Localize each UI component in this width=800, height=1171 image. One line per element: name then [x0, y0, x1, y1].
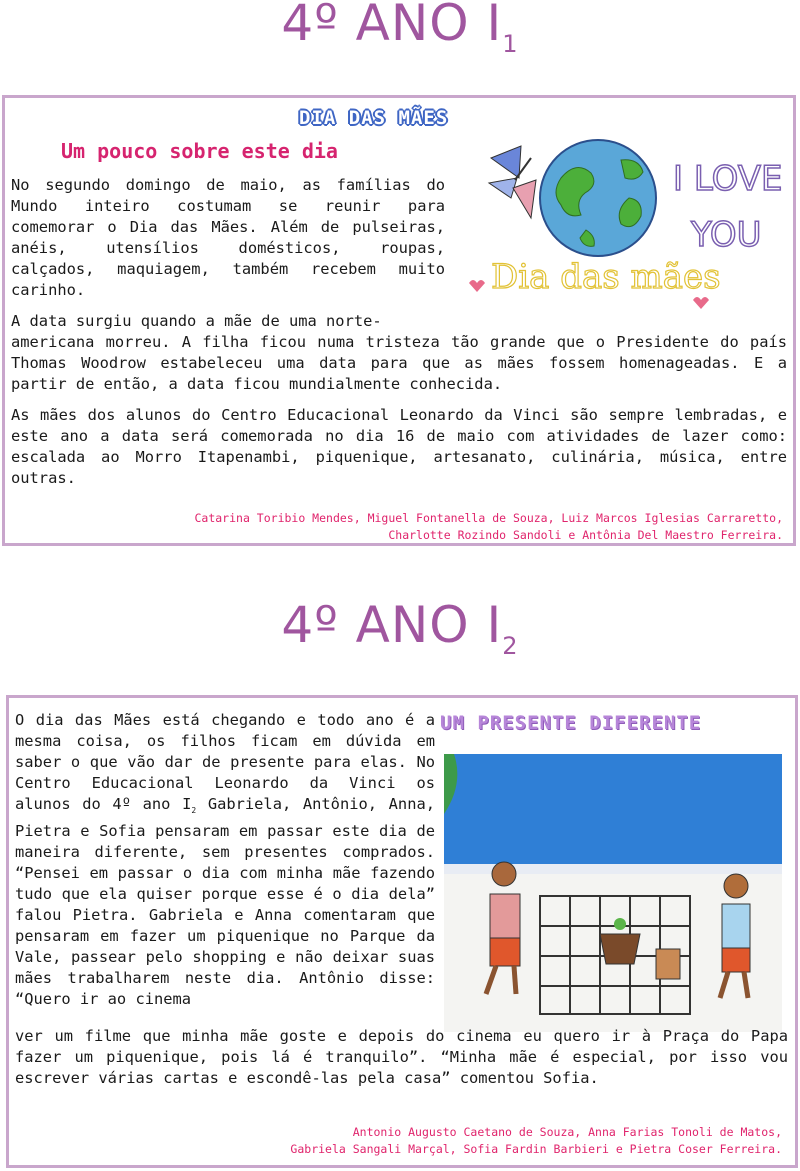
- credits: [23, 510, 783, 544]
- butterfly-icon: [489, 146, 536, 218]
- earth-drawing-icon: [461, 138, 791, 310]
- picnic-drawing-icon: [444, 754, 782, 1032]
- paragraph-1: No segundo domingo de maio, as famílias do Mundo inteiro costumam se reunir para comemorar o Dia das Mães. Além de pulseiras, anéis, utensílios domésticos, roupas, calçados, maquiagem, também recebem muito carinho.: [11, 176, 445, 299]
- article-title: UM PRESENTE DIFERENTE: [440, 712, 702, 734]
- class-title-subscript: 1: [502, 30, 519, 58]
- class-title-4-ano-i1: [0, 0, 800, 58]
- credit-line-2: Charlotte Rozindo Sandoli e Antônia Del Maestro Ferreira.: [388, 528, 783, 542]
- paragraph-wide: ver um filme que minha mãe goste e depois do cinema eu quero ir à Praça do Papa fazer um piquenique, pois lá é tranquilo”. “Minha mãe é especial, por isso vou escrever várias cartas e escondê-las pela casa” comentou Sofia.: [15, 1027, 788, 1087]
- paragraph-3: As mães dos alunos do Centro Educacional Leonardo da Vinci são sempre lembradas, e este ano a data será comemorada no dia 16 de maio com atividades de lazer como: escalada ao Morro Itapenambi, piquenique, artesanato, culinária, música, entre outras.: [11, 406, 787, 487]
- class-title-4-ano-i2: [0, 596, 800, 660]
- article-box-dia-das-maes: [2, 95, 796, 546]
- paragraph-main: [15, 710, 435, 1010]
- credit-line-1: Antonio Augusto Caetano de Souza, Anna Farias Tonoli de Matos,: [352, 1125, 782, 1139]
- class-title-text: 4º ANO I: [281, 596, 503, 654]
- you-label: YOU: [691, 215, 762, 255]
- dia-das-maes-caption: Dia das mães: [491, 257, 721, 297]
- class-title-subscript: 2: [502, 632, 519, 660]
- article-title: DIA DAS MÃES: [299, 107, 449, 129]
- credits: [22, 1124, 782, 1158]
- article-subtitle: Um pouco sobre este dia: [61, 139, 338, 163]
- paragraph-subscript: 2: [191, 806, 197, 816]
- class-title-text: 4º ANO I: [281, 0, 503, 52]
- drawing-picnic: [444, 754, 782, 1032]
- paragraph-2-line1: A data surgiu quando a mãe de uma norte-: [11, 312, 382, 330]
- paragraph-main-pre: O dia das Mães está chegando e todo ano é a mesma coisa, os filhos ficam em dúvida em saber o que vão dar de presente para elas. No Centro Educacional Leonardo da Vinci os alunos do 4º ano I: [15, 711, 435, 813]
- paragraph-2: americana morreu. A filha ficou numa tristeza tão grande que o Presidente do país Thomas Woodrow estabeleceu uma data para que as mães fossem homenageadas. E a partir de então, a data ficou mundialmente conhecida.: [11, 333, 787, 393]
- drawing-earth-i-love-you: [461, 138, 791, 310]
- i-love-label: I LOVE: [673, 159, 783, 199]
- article-box-um-presente-diferente: [6, 695, 798, 1168]
- credit-line-1: Catarina Toribio Mendes, Miguel Fontanella de Souza, Luiz Marcos Iglesias Carraretto,: [194, 511, 783, 525]
- paragraph-main-post: Gabriela, Antônio, Anna, Pietra e Sofia pensaram em passar este dia de maneira diferente, sem presentes comprados. “Pensei em passar o dia com minha mãe fazendo tudo que ela quiser porque esse é o dia dela” falou Pietra. Gabriela e Anna comentaram que pensaram em fazer um piquenique no Parque da Vale, passear pelo shopping e não deixar suas mães trabalharem neste dia. Antônio disse: “Quero ir ao cinema: [15, 795, 435, 1009]
- credit-line-2: Gabriela Sangali Marçal, Sofia Fardin Barbieri e Pietra Coser Ferreira.: [290, 1142, 782, 1156]
